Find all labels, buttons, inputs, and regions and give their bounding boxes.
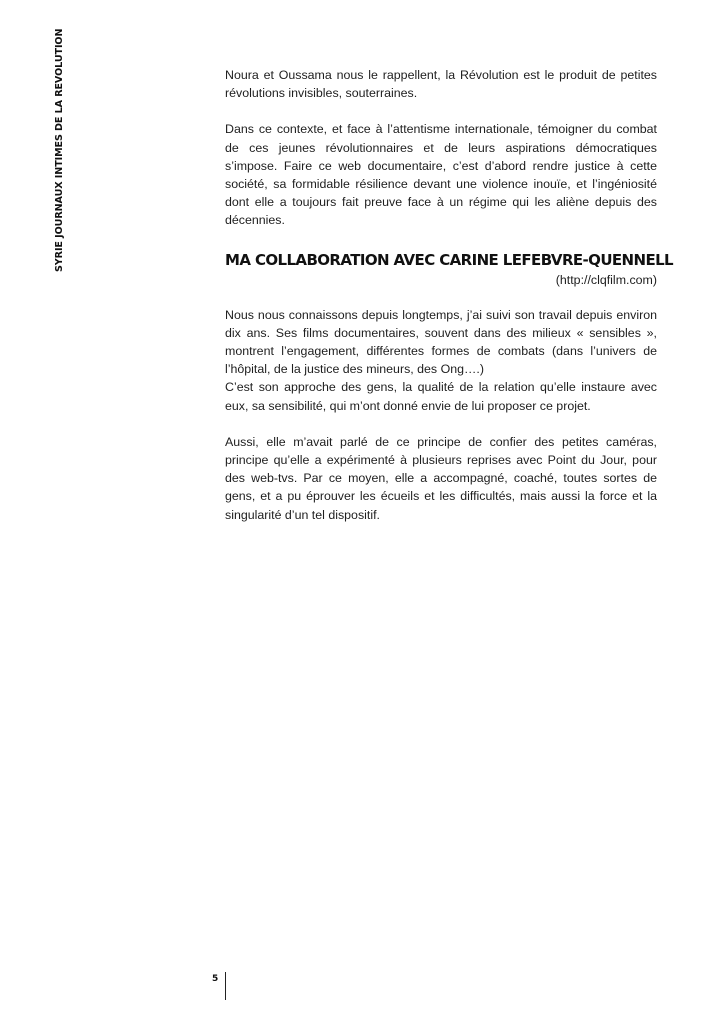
page-number: 5 — [212, 974, 219, 984]
paragraph-intro: Noura et Oussama nous le rappellent, la Révolution est le produit de petites révolutions invisibles, souterraines. — [225, 68, 657, 101]
section-heading: MA COLLABORATION AVEC CARINE LEFEBVRE-QUENNELL — [225, 250, 674, 269]
paragraph-spacer — [225, 288, 657, 306]
paragraph-spacer — [225, 415, 657, 433]
paragraph-approach: C’est son approche des gens, la qualité de la relation qu’elle instaure avec eux, sa sensibilité, qui m’ont donné envie de lui proposer ce projet. — [225, 380, 657, 413]
running-title-vertical: SYRIE JOURNAUX INTIMES DE LA REVOLUTION — [54, 28, 65, 272]
paragraph-collaboration: Nous nous connaissons depuis longtemps, j’ai suivi son travail depuis environ dix ans. Ses films documentaires, souvent dans des milieux « sensibles », montrent l’engagement, différentes formes de combats (dans l’univers de l’hôpital, de la justice des mineurs, des Ong….) — [225, 307, 657, 377]
page-number-rule — [225, 972, 226, 1000]
paragraph-cameras: Aussi, elle m’avait parlé de ce principe de confier des petites caméras, principe qu’elle a expérimenté à plusieurs reprises avec Point du Jour, pour des web-tvs. Par ce moyen, elle a accompagné, coaché, toutes sortes de gens, et a pu éprouver les écueils et les difficultés, mais aussi la force et la singularité d’un tel dispositif. — [225, 434, 657, 522]
paragraph-spacer — [225, 102, 657, 120]
section-url: (http://clqfilm.com) — [555, 272, 657, 287]
main-text-column — [225, 66, 674, 524]
paragraph-context: Dans ce contexte, et face à l’attentisme internationale, témoigner du combat de ces jeunes révolutionnaires et de leurs aspirations démocratiques s’impose. Faire ce web documentaire, c’est d’abord rendre justice à cette société, sa formidable résilience devant une violence inouïe, et l’ingéniosité dont elle a toujours fait preuve face à un régime qui les aliène depuis des décennies. — [225, 122, 657, 228]
